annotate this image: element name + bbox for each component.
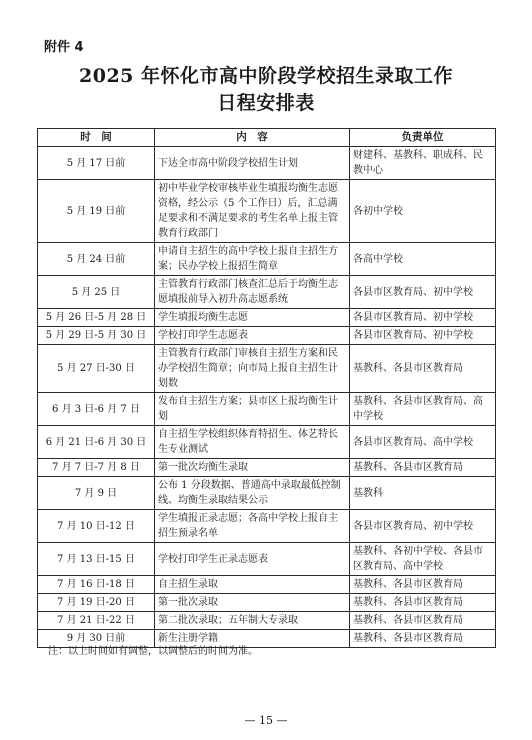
document-subtitle: 日程安排表 [217, 92, 315, 114]
time-cell: 5 月 27 日-30 日 [38, 345, 155, 393]
content-cell: 新生注册学籍 [155, 630, 350, 648]
unit-cell: 各高中学校 [350, 243, 496, 276]
unit-cell: 基教科、各县市区教育局 [350, 345, 496, 393]
time-cell: 5 月 24 日前 [38, 243, 155, 276]
content-cell: 第一批次录取 [155, 594, 350, 612]
table-row [38, 393, 496, 426]
page-number: — 15 — [244, 714, 288, 727]
unit-cell: 财建科、基教科、职成科、民教中心 [350, 147, 496, 180]
schedule-table [37, 128, 496, 648]
time-cell: 7 月 7 日-7 月 8 日 [38, 459, 155, 477]
content-cell: 自主招生录取 [155, 576, 350, 594]
time-cell: 6 月 3 日-6 月 7 日 [38, 393, 155, 426]
unit-cell: 各县市区教育局、初中学校 [350, 327, 496, 345]
time-cell: 5 月 29 日-5 月 30 日 [38, 327, 155, 345]
unit-cell: 基教科、各县市区教育局 [350, 612, 496, 630]
header-time: 时 间 [38, 129, 155, 147]
time-cell: 7 月 19 日-20 日 [38, 594, 155, 612]
unit-cell: 基教科、各县市区教育局 [350, 630, 496, 648]
document-title: 2025 年怀化市高中阶段学校招生录取工作 [79, 65, 453, 87]
time-cell: 6 月 21 日-6 月 30 日 [38, 426, 155, 459]
time-cell: 9 月 30 日前 [38, 630, 155, 648]
attachment-label: 附件 4 [44, 40, 84, 55]
unit-cell: 基教科、各县市区教育局 [350, 594, 496, 612]
time-cell: 7 月 13 日-15 日 [38, 543, 155, 576]
unit-cell: 各县市区教育局、初中学校 [350, 309, 496, 327]
content-cell: 主管教育行政部门审核自主招生方案和民办学校招生简章；向市局上报自主招生计划数 [155, 345, 350, 393]
unit-cell: 基教科、各初中学校、各县市区教育局、高中学校 [350, 543, 496, 576]
content-cell: 学校打印学生志愿表 [155, 327, 350, 345]
unit-cell: 基教科、各县市区教育局、高中学校 [350, 393, 496, 426]
header-unit: 负责单位 [350, 129, 496, 147]
table-row [38, 309, 496, 327]
time-cell: 7 月 21 日-22 日 [38, 612, 155, 630]
table-row [38, 594, 496, 612]
unit-cell: 各初中学校 [350, 180, 496, 243]
content-cell: 公布 1 分段数据、普通高中录取最低控制线、均衡生录取结果公示 [155, 477, 350, 510]
table-row [38, 345, 496, 393]
unit-cell: 各县市区教育局、高中学校 [350, 426, 496, 459]
content-cell: 学校打印学生正录志愿表 [155, 543, 350, 576]
time-cell: 5 月 17 日前 [38, 147, 155, 180]
table-row [38, 612, 496, 630]
unit-cell: 基教科、各县市区教育局 [350, 459, 496, 477]
unit-cell: 各县市区教育局、初中学校 [350, 510, 496, 543]
header-content: 内 容 [155, 129, 350, 147]
time-cell: 7 月 9 日 [38, 477, 155, 510]
time-cell: 5 月 19 日前 [38, 180, 155, 243]
content-cell: 申请自主招生的高中学校上报自主招生方案；民办学校上报招生简章 [155, 243, 350, 276]
content-cell: 第二批次录取；五年制大专录取 [155, 612, 350, 630]
content-cell: 初中毕业学校审核毕业生填报均衡生志愿资格，经公示（5 个工作日）后，汇总满足要求和不满足要求的考生名单上报主管教育行政部门 [155, 180, 350, 243]
content-cell: 学生填报正录志愿；各高中学校上报自主招生预录名单 [155, 510, 350, 543]
table-row [38, 477, 496, 510]
table-row [38, 276, 496, 309]
table-row [38, 327, 496, 345]
time-cell: 7 月 10 日-12 日 [38, 510, 155, 543]
content-cell: 第一批次均衡生录取 [155, 459, 350, 477]
content-cell: 主管教育行政部门核查汇总后于均衡生志愿填报前导入初升高志愿系统 [155, 276, 350, 309]
content-cell: 下达全市高中阶段学校招生计划 [155, 147, 350, 180]
unit-cell: 基教科 [350, 477, 496, 510]
table-row [38, 426, 496, 459]
time-cell: 5 月 25 日 [38, 276, 155, 309]
table-header-row [38, 129, 496, 147]
table-row [38, 243, 496, 276]
footnote: 注：以上时间如有调整，以调整后的时间为准。 [48, 646, 258, 657]
table-row [38, 543, 496, 576]
content-cell: 自主招生学校组织体育特招生、体艺特长生专业测试 [155, 426, 350, 459]
unit-cell: 基教科、各县市区教育局 [350, 576, 496, 594]
time-cell: 5 月 26 日-5 月 28 日 [38, 309, 155, 327]
table-row [38, 180, 496, 243]
unit-cell: 各县市区教育局、初中学校 [350, 276, 496, 309]
table-row [38, 459, 496, 477]
table-row [38, 147, 496, 180]
time-cell: 7 月 16 日-18 日 [38, 576, 155, 594]
content-cell: 发布自主招生方案；县市区上报均衡生计划 [155, 393, 350, 426]
table-row [38, 576, 496, 594]
content-cell: 学生填报均衡生志愿 [155, 309, 350, 327]
table-row [38, 510, 496, 543]
